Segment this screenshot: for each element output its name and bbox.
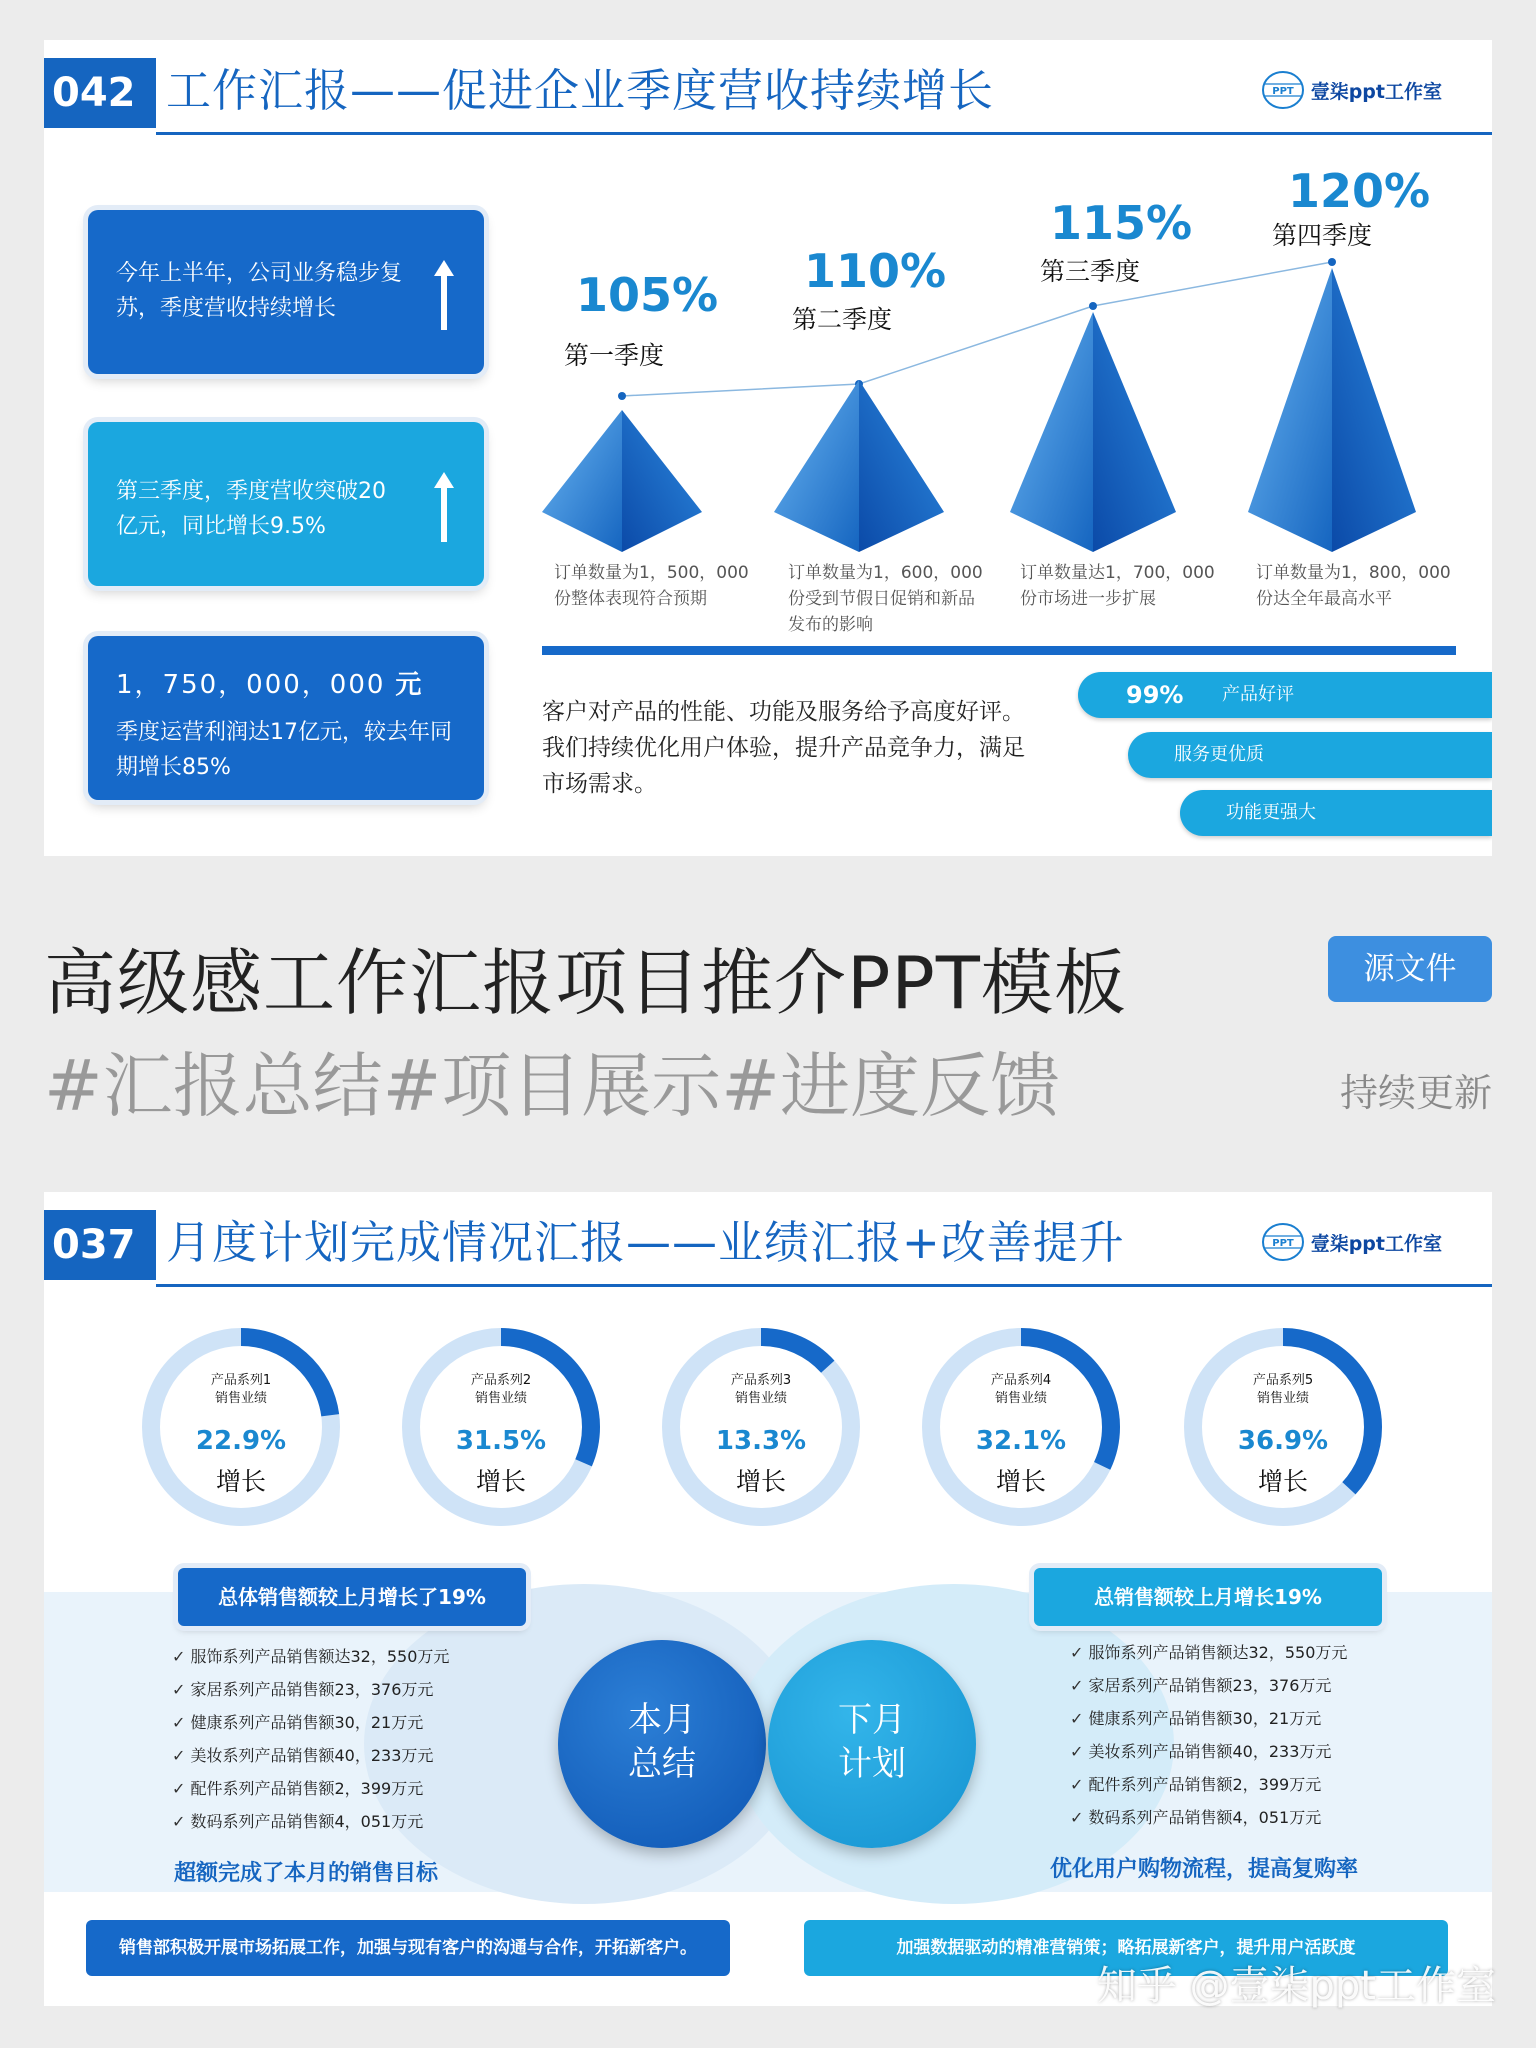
circle-growth: 增长 <box>995 1467 1046 1496</box>
pyramid-q2 <box>774 380 944 552</box>
circle-growth: 增长 <box>475 1467 526 1496</box>
update-status: 持续更新 <box>1339 1071 1492 1115</box>
circle-label: 产品系列5 销售业绩 <box>1252 1373 1314 1406</box>
q1-label: 第一季度 <box>564 341 665 370</box>
sales-circle-1 <box>136 1322 346 1532</box>
profit-amount: 1，750，000，000 元 <box>116 670 424 700</box>
q1-description: 订单数量为1，500，000份整体表现符合预期 <box>554 563 749 609</box>
title-underline <box>156 1284 1492 1287</box>
left-footer-bar: 销售部积极开展市场拓展工作，加强与现有客户的沟通与合作，开拓新客户。 <box>86 1920 730 1976</box>
q2-percent: 110% <box>804 244 947 298</box>
slide-042 <box>44 40 1492 856</box>
q4-percent: 120% <box>1288 164 1431 218</box>
right-footer-bar: 加强数据驱动的精准营销策；略拓展新客户，提升用户活跃度 <box>804 1920 1448 1976</box>
info-box-text: 第三季度，季度营收突破20亿元，同比增长9.5% <box>116 479 386 539</box>
list-item: ✓ 数码系列产品销售额4，051万元 <box>172 1805 449 1838</box>
pill-better-service: 服务更优质 <box>1128 732 1492 778</box>
circle-growth: 增长 <box>735 1467 786 1496</box>
sales-circle-5 <box>1178 1322 1388 1532</box>
slide-title: 月度计划完成情况汇报——业绩汇报+改善提升 <box>166 1216 1125 1269</box>
list-item: ✓ 服饰系列产品销售额达32，550万元 <box>172 1640 449 1673</box>
q3-description: 订单数量达1，700，000份市场进一步扩展 <box>1020 563 1215 609</box>
watermark: 知乎 @壹柒ppt工作室 <box>1096 1963 1496 2009</box>
pyramid-q3 <box>1010 312 1176 552</box>
pyramid-q1 <box>542 410 702 552</box>
pill-stronger-features: 功能更强大 <box>1180 790 1492 836</box>
circle-label: 产品系列3 销售业绩 <box>730 1373 792 1406</box>
ppt-logo-icon <box>1261 1220 1305 1264</box>
template-title: 高级感工作汇报项目推介PPT模板 <box>44 941 1127 1025</box>
circle-value: 32.1% <box>975 1426 1067 1456</box>
list-item: ✓ 健康系列产品销售额30，21万元 <box>172 1706 449 1739</box>
brand-name: 壹柒ppt工作室 <box>1310 80 1442 103</box>
circle-label: 产品系列2 销售业绩 <box>470 1373 532 1406</box>
rating-value: 99% <box>1126 681 1184 709</box>
month-summary-circle: 本月 总结 <box>558 1640 766 1848</box>
svg-text:PPT: PPT <box>1271 1238 1294 1249</box>
right-conclusion: 优化用户购物流程，提高复购率 <box>1050 1857 1359 1882</box>
q1-percent: 105% <box>576 268 719 322</box>
list-item: ✓ 服饰系列产品销售额达32，550万元 <box>1070 1636 1347 1669</box>
sales-circle-2 <box>396 1322 606 1532</box>
list-item: ✓ 健康系列产品销售额30，21万元 <box>1070 1702 1347 1735</box>
circle-label: 产品系列4 销售业绩 <box>990 1373 1052 1406</box>
trend-line <box>618 258 1336 400</box>
list-item: ✓ 配件系列产品销售额2，399万元 <box>172 1772 449 1805</box>
q2-description: 订单数量为1，600，000份受到节假日促销和新品发布的影响 <box>788 563 983 635</box>
slide-number: 037 <box>44 1210 156 1280</box>
list-item: ✓ 美妆系列产品销售额40，233万元 <box>172 1739 449 1772</box>
circle-value: 13.3% <box>715 1426 807 1456</box>
q2-label: 第二季度 <box>792 305 893 334</box>
pyramid-q4 <box>1248 268 1416 552</box>
q3-label: 第三季度 <box>1040 257 1141 286</box>
brand-logo <box>1261 1220 1442 1264</box>
circle-label: 产品系列1 销售业绩 <box>210 1373 272 1406</box>
slide-037 <box>44 1192 1492 2006</box>
list-item: ✓ 家居系列产品销售额23，376万元 <box>172 1673 449 1706</box>
list-item: ✓ 配件系列产品销售额2，399万元 <box>1070 1768 1347 1801</box>
sales-circle-4 <box>916 1322 1126 1532</box>
circle-value: 36.9% <box>1237 1426 1329 1456</box>
right-summary-header: 总销售额较上月增长19% <box>1034 1568 1382 1626</box>
left-conclusion: 超额完成了本月的销售目标 <box>174 1861 439 1886</box>
rating-label: 产品好评 <box>1222 684 1294 705</box>
circle-growth: 增长 <box>1257 1467 1308 1496</box>
info-box-text: 今年上半年，公司业务稳步复苏，季度营收持续增长 <box>116 261 403 321</box>
template-tags: #汇报总结#项目展示#进度反馈 <box>44 1045 1060 1127</box>
left-sales-list <box>172 1640 449 1838</box>
sales-circle-3 <box>656 1322 866 1532</box>
q3-percent: 115% <box>1050 196 1193 250</box>
list-item: ✓ 数码系列产品销售额4，051万元 <box>1070 1801 1347 1834</box>
customer-feedback-text: 客户对产品的性能、功能及服务给予高度好评。我们持续优化用户体验，提升产品竞争力，满足市场需求。 <box>542 699 1025 797</box>
next-month-plan-circle: 下月 计划 <box>768 1640 976 1848</box>
source-file-button[interactable]: 源文件 <box>1328 936 1492 1002</box>
right-sales-list <box>1070 1636 1347 1834</box>
circle-growth: 增长 <box>215 1467 266 1496</box>
circle-value: 31.5% <box>455 1426 547 1456</box>
list-item: ✓ 美妆系列产品销售额40，233万元 <box>1070 1735 1347 1768</box>
svg-text:PPT: PPT <box>1271 86 1294 97</box>
slide-title: 工作汇报——促进企业季度营收持续增长 <box>166 64 995 117</box>
circle-value: 22.9% <box>195 1426 287 1456</box>
q4-label: 第四季度 <box>1272 221 1373 250</box>
info-box-text: 季度运营利润达17亿元，较去年同期增长85% <box>116 720 452 780</box>
slide-number: 042 <box>44 58 156 128</box>
list-item: ✓ 家居系列产品销售额23，376万元 <box>1070 1669 1347 1702</box>
divider-bar <box>542 646 1456 655</box>
pill-product-rating <box>1078 672 1492 718</box>
left-summary-header: 总体销售额较上月增长了19% <box>178 1568 526 1626</box>
brand-name: 壹柒ppt工作室 <box>1310 1232 1442 1255</box>
q4-description: 订单数量为1，800，000份达全年最高水平 <box>1256 563 1451 609</box>
